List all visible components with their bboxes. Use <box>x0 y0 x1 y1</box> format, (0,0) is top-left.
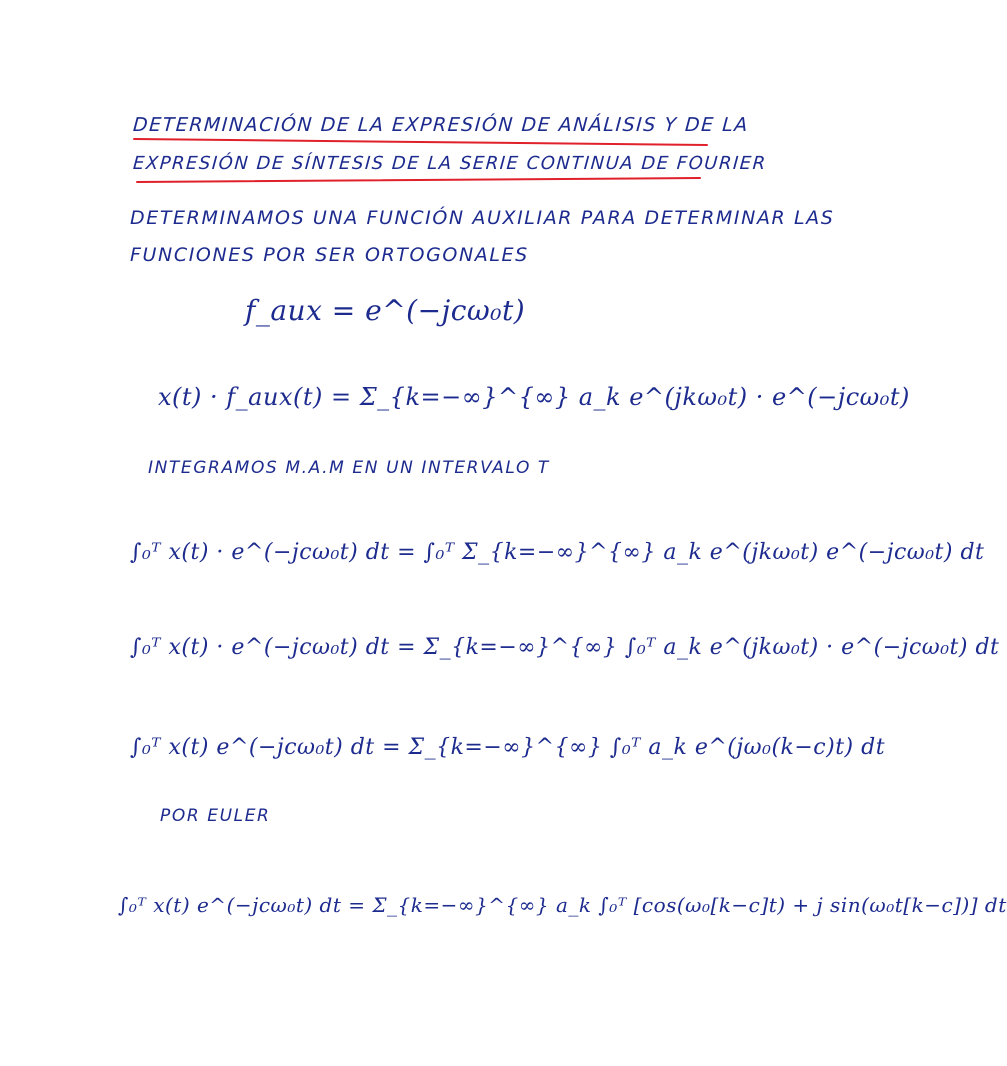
title-underline-2 <box>136 177 701 183</box>
title-line-1: DETERMINACIÓN DE LA EXPRESIÓN DE ANÁLISIS Y DE LA <box>132 114 750 136</box>
integrate-label: INTEGRAMOS M.A.M EN UN INTERVALO T <box>148 458 550 478</box>
title-line-2: EXPRESIÓN DE SÍNTESIS DE LA SERIE CONTINUA DE FOURIER <box>132 153 768 174</box>
integral-step-2: ∫₀ᵀ x(t) · e^(−jcω₀t) dt = Σ_{k=−∞}^{∞} ∫₀ᵀ a_k e^(jkω₀t) · e^(−jcω₀t) dt <box>130 635 1000 660</box>
intro-line-1: DETERMINAMOS UNA FUNCIÓN AUXILIAR PARA DETERMINAR LAS <box>130 207 835 229</box>
product-equation: x(t) · f_aux(t) = Σ_{k=−∞}^{∞} a_k e^(jkω₀t) · e^(−jcω₀t) <box>158 383 910 411</box>
title-underline-1 <box>133 138 708 146</box>
integral-step-1: ∫₀ᵀ x(t) · e^(−jcω₀t) dt = ∫₀ᵀ Σ_{k=−∞}^{∞} a_k e^(jkω₀t) e^(−jcω₀t) dt <box>130 540 985 565</box>
auxiliary-function: f_aux = e^(−jcω₀t) <box>245 294 526 327</box>
integral-step-3: ∫₀ᵀ x(t) e^(−jcω₀t) dt = Σ_{k=−∞}^{∞} ∫₀ᵀ a_k e^(jω₀(k−c)t) dt <box>130 735 886 760</box>
euler-label: POR EULER <box>160 806 271 826</box>
intro-line-2: FUNCIONES POR SER ORTOGONALES <box>130 244 529 266</box>
integral-step-4: ∫₀ᵀ x(t) e^(−jcω₀t) dt = Σ_{k=−∞}^{∞} a_k ∫₀ᵀ [cos(ω₀[k−c]t) + j sin(ω₀t[k−c])] dt <box>118 893 1007 917</box>
